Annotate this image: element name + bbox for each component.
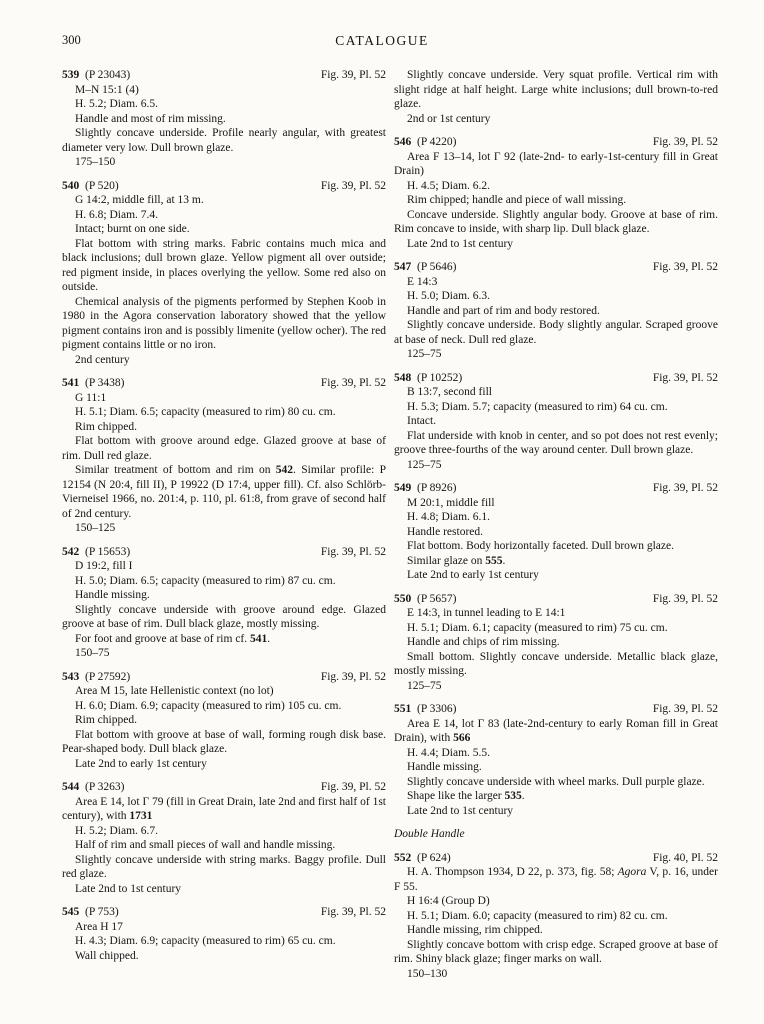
entry-paragraph: H. 5.0; Diam. 6.3. bbox=[407, 290, 491, 302]
entry-paragraph: Slightly concave underside. Body slightly angular. Scraped groove at base of neck. Dull red glaze. bbox=[394, 319, 718, 346]
entry-inventory: (P 23043) bbox=[79, 69, 131, 81]
entry-paragraph: M–N 15:1 (4) bbox=[75, 83, 139, 96]
text-segment: . bbox=[502, 554, 506, 567]
entry-inventory: (P 520) bbox=[79, 179, 119, 192]
entry-paragraph: Flat underside with knob in center, and so pot does not rest evenly; groove three-fourths of the way around center. Dull brown glaze. bbox=[394, 429, 718, 456]
section-heading bbox=[394, 827, 718, 842]
entry-header bbox=[394, 135, 718, 150]
entry-paragraph: Handle missing. bbox=[75, 589, 150, 601]
text-segment: Similar treatment of bottom and rim on bbox=[75, 464, 276, 476]
text-segment: Shape like the larger bbox=[407, 790, 505, 802]
entry-paragraph bbox=[62, 463, 386, 521]
entry-paragraph bbox=[394, 554, 718, 569]
entry-id bbox=[62, 670, 130, 685]
entry-paragraph: E 14:3 bbox=[407, 275, 438, 288]
entry-id bbox=[62, 376, 125, 391]
entry-paragraph: H. 4.5; Diam. 6.2. bbox=[407, 179, 491, 192]
entry-paragraph bbox=[394, 865, 718, 894]
text-segment: Similar glaze on bbox=[407, 554, 486, 567]
entry-number: 539 bbox=[62, 69, 80, 81]
entry-paragraph: Late 2nd to 1st century bbox=[407, 804, 514, 817]
entry-id bbox=[62, 545, 130, 560]
entry-header bbox=[394, 592, 718, 607]
entry-paragraph: H. 5.2; Diam. 6.7. bbox=[75, 824, 159, 837]
entry-number: 551 bbox=[394, 703, 412, 715]
page-number: 300 bbox=[62, 33, 81, 47]
entry-paragraph: H. 5.1; Diam. 6.0; capacity (measured to rim) 82 cu. cm. bbox=[407, 909, 668, 922]
catalog-entry-545 bbox=[62, 905, 386, 963]
entry-figure-reference: Fig. 39, Pl. 52 bbox=[320, 781, 386, 793]
entry-id bbox=[394, 260, 457, 275]
entry-paragraph: Intact. bbox=[407, 415, 437, 427]
entry-number: 540 bbox=[62, 179, 80, 192]
entry-paragraph: Flat bottom. Body horizontally faceted. Dull brown glaze. bbox=[407, 540, 674, 552]
catalog-entry-550 bbox=[394, 592, 718, 694]
entry-header bbox=[394, 481, 718, 496]
entry-figure-reference: Fig. 39, Pl. 52 bbox=[652, 482, 718, 494]
entry-paragraph: H. 6.0; Diam. 6.9; capacity (measured to rim) 105 cu. cm. bbox=[75, 699, 342, 712]
entry-paragraph: Slightly concave bottom with crisp edge. Scraped groove at base of rim. Shiny black glaze; finger marks on wall. bbox=[394, 938, 718, 965]
entry-paragraph: 125–75 bbox=[407, 679, 442, 692]
entry-number: 543 bbox=[62, 670, 80, 683]
entry-paragraph: Small bottom. Slightly concave underside. Metallic black glaze, mostly missing. bbox=[394, 650, 718, 677]
entry-paragraph: B 13:7, second fill bbox=[407, 386, 492, 398]
entry-paragraph: Slightly concave underside. Profile nearly angular, with greatest diameter very low. Dull brown glaze. bbox=[62, 127, 386, 154]
entry-figure-reference: Fig. 39, Pl. 52 bbox=[652, 703, 718, 715]
entry-figure-reference: Fig. 39, Pl. 52 bbox=[652, 592, 718, 605]
entry-paragraph: H 16:4 (Group D) bbox=[407, 895, 490, 907]
catalog-entry-544 bbox=[62, 780, 386, 896]
entry-id bbox=[62, 780, 125, 795]
entry-number: 542 bbox=[62, 545, 80, 558]
entry-paragraph: Slightly concave underside. Very squat profile. Vertical rim with slight ridge at half height. Large white inclusions; dull brown-to-red glaze. bbox=[394, 69, 718, 110]
entry-paragraph: H. 5.3; Diam. 5.7; capacity (measured to rim) 64 cu. cm. bbox=[407, 400, 668, 413]
entry-header bbox=[62, 376, 386, 391]
entry-number: 547 bbox=[394, 261, 412, 273]
entry-paragraph: Rim chipped. bbox=[75, 420, 137, 433]
entry-paragraph: H. 5.0; Diam. 6.5; capacity (measured to rim) 87 cu. cm. bbox=[75, 574, 336, 587]
entry-number: 550 bbox=[394, 592, 412, 605]
entry-paragraph: D 19:2, fill I bbox=[75, 560, 133, 572]
catalog-entry-547 bbox=[394, 260, 718, 362]
entry-paragraph: Slightly concave underside with wheel marks. Dull purple glaze. bbox=[407, 775, 705, 788]
entry-number: 545 bbox=[62, 906, 80, 918]
entry-figure-reference: Fig. 39, Pl. 52 bbox=[320, 545, 386, 558]
entry-inventory: (P 27592) bbox=[79, 670, 131, 683]
catalog-entry-540 bbox=[62, 179, 386, 368]
cross-reference: 566 bbox=[453, 732, 471, 744]
entry-header bbox=[62, 905, 386, 920]
entry-paragraph: Intact; burnt on one side. bbox=[75, 223, 190, 235]
cross-reference: 1731 bbox=[129, 810, 153, 822]
entry-header bbox=[62, 545, 386, 560]
cross-reference: 555 bbox=[485, 554, 503, 567]
entry-paragraph bbox=[394, 789, 718, 804]
entry-header bbox=[394, 851, 718, 866]
entry-id bbox=[394, 371, 462, 386]
entry-continuation bbox=[394, 68, 718, 126]
entry-paragraph bbox=[62, 795, 386, 824]
entry-header bbox=[394, 702, 718, 717]
catalog-entry-542 bbox=[62, 545, 386, 661]
entry-number: 546 bbox=[394, 136, 412, 148]
cross-reference: 535 bbox=[504, 790, 522, 802]
entry-number: 548 bbox=[394, 371, 412, 384]
text-segment: . bbox=[267, 632, 271, 645]
entry-paragraph: 125–75 bbox=[407, 348, 442, 360]
entry-paragraph: 2nd or 1st century bbox=[407, 112, 491, 125]
entry-paragraph: Area M 15, late Hellenistic context (no lot) bbox=[75, 685, 274, 697]
entry-paragraph bbox=[62, 632, 386, 647]
entry-paragraph: Rim chipped; handle and piece of wall missing. bbox=[407, 194, 627, 206]
entry-figure-reference: Fig. 39, Pl. 52 bbox=[320, 179, 386, 192]
entry-paragraph: 125–75 bbox=[407, 458, 442, 471]
entry-paragraph: Area H 17 bbox=[75, 920, 123, 933]
entry-paragraph: Half of rim and small pieces of wall and handle missing. bbox=[75, 839, 336, 851]
entry-paragraph: E 14:3, in tunnel leading to E 14:1 bbox=[407, 607, 566, 619]
entry-id bbox=[394, 851, 451, 866]
entry-paragraph: Handle and most of rim missing. bbox=[75, 112, 226, 125]
text-segment: For foot and groove at base of rim cf. bbox=[75, 632, 251, 645]
entry-header bbox=[62, 179, 386, 194]
entry-inventory: (P 8926) bbox=[411, 482, 457, 494]
entry-paragraph: 150–125 bbox=[75, 522, 116, 534]
catalog-entry-546 bbox=[394, 135, 718, 251]
entry-paragraph: G 14:2, middle fill, at 13 m. bbox=[75, 194, 204, 206]
entry-paragraph: 150–130 bbox=[407, 967, 448, 980]
text-segment: Area E 14, lot Γ 83 (late-2nd-century to early Roman fill in Great Drain), with bbox=[394, 717, 718, 744]
entry-paragraph: 175–150 bbox=[75, 156, 116, 168]
entry-inventory: (P 5657) bbox=[411, 592, 457, 605]
entry-paragraph: Flat bottom with groove around edge. Glazed groove at base of rim. Dull red glaze. bbox=[62, 435, 386, 462]
entry-paragraph: Flat bottom with groove at base of wall, forming rough disk base. Pear-shaped body. Dull black glaze. bbox=[62, 728, 386, 755]
entry-paragraph: H. 4.3; Diam. 6.9; capacity (measured to rim) 65 cu. cm. bbox=[75, 935, 336, 947]
entry-paragraph bbox=[394, 717, 718, 746]
entry-figure-reference: Fig. 40, Pl. 52 bbox=[652, 851, 718, 864]
entry-header bbox=[62, 670, 386, 685]
entry-paragraph: H. 5.1; Diam. 6.1; capacity (measured to rim) 75 cu. cm. bbox=[407, 621, 668, 634]
entry-paragraph: Wall chipped. bbox=[75, 949, 139, 962]
entry-id bbox=[394, 592, 457, 607]
entry-paragraph: H. 5.2; Diam. 6.5. bbox=[75, 98, 159, 110]
entry-paragraph: Slightly concave underside with string marks. Baggy profile. Dull red glaze. bbox=[62, 853, 386, 880]
catalog-entry-543 bbox=[62, 670, 386, 772]
entry-header bbox=[62, 68, 386, 83]
entry-number: 541 bbox=[62, 377, 80, 389]
entry-paragraph: Late 2nd to 1st century bbox=[75, 882, 182, 895]
left-column bbox=[62, 68, 386, 981]
entry-inventory: (P 3263) bbox=[79, 781, 125, 793]
catalog-entry-549 bbox=[394, 481, 718, 583]
entry-header bbox=[394, 371, 718, 386]
entry-paragraph: Handle and chips of rim missing. bbox=[407, 636, 560, 648]
entry-figure-reference: Fig. 39, Pl. 52 bbox=[320, 670, 386, 683]
page-header bbox=[0, 33, 764, 51]
entry-paragraph: Flat bottom with string marks. Fabric contains much mica and black inclusions; dull brown glaze. Yellow pigment all over outside; red pigment inside, in places overlying the yellow. Some red also on outside. bbox=[62, 237, 386, 293]
entry-paragraph: Handle missing. bbox=[407, 761, 482, 773]
entry-figure-reference: Fig. 39, Pl. 52 bbox=[652, 136, 718, 148]
entry-paragraph: 150–75 bbox=[75, 647, 110, 659]
entry-id bbox=[394, 481, 457, 496]
entry-id bbox=[394, 135, 457, 150]
entry-figure-reference: Fig. 39, Pl. 52 bbox=[320, 69, 386, 81]
entry-figure-reference: Fig. 39, Pl. 52 bbox=[320, 377, 386, 389]
entry-paragraph: H. 5.1; Diam. 6.5; capacity (measured to rim) 80 cu. cm. bbox=[75, 406, 336, 418]
entry-paragraph: H. 6.8; Diam. 7.4. bbox=[75, 208, 159, 221]
entry-number: 552 bbox=[394, 851, 412, 864]
entry-paragraph: 2nd century bbox=[75, 353, 130, 366]
entry-paragraph: Area F 13–14, lot Γ 92 (late-2nd- to early-1st-century fill in Great Drain) bbox=[394, 150, 718, 177]
catalog-entry-552 bbox=[394, 851, 718, 982]
entry-header bbox=[62, 780, 386, 795]
entry-id bbox=[394, 702, 457, 717]
catalog-entry-551 bbox=[394, 702, 718, 818]
entry-paragraph: G 11:1 bbox=[75, 391, 107, 404]
entry-number: 549 bbox=[394, 482, 412, 494]
entry-paragraph: Concave underside. Slightly angular body. Groove at base of rim. Rim concave to inside, with sharp lip. Dull black glaze. bbox=[394, 208, 718, 235]
cross-reference: 541 bbox=[250, 632, 268, 645]
cross-reference: 542 bbox=[275, 464, 294, 476]
entry-figure-reference: Fig. 39, Pl. 52 bbox=[652, 371, 718, 384]
entry-inventory: (P 753) bbox=[79, 906, 119, 918]
entry-id bbox=[62, 68, 130, 83]
entry-paragraph: M 20:1, middle fill bbox=[407, 496, 495, 509]
section-heading-label: Double Handle bbox=[394, 828, 465, 840]
entry-paragraph: Handle and part of rim and body restored. bbox=[407, 304, 600, 317]
text-segment: H. A. Thompson 1934, D 22, p. 373, fig. 58; bbox=[407, 866, 618, 878]
entry-inventory: (P 10252) bbox=[411, 371, 463, 384]
entry-figure-reference: Fig. 39, Pl. 52 bbox=[320, 906, 386, 918]
entry-paragraph: Chemical analysis of the pigments performed by Stephen Koob in 1980 in the Agora conservation laboratory showed that the yellow pigment contains iron and is possibly limenite (yellow ocher). The red pigment contains little or no iron. bbox=[62, 295, 386, 351]
text-segment: V, p. 16, under F 55. bbox=[394, 866, 718, 893]
entry-inventory: (P 3306) bbox=[411, 703, 457, 715]
entry-paragraph: Handle missing, rim chipped. bbox=[407, 924, 543, 936]
catalog-entry-539 bbox=[62, 68, 386, 170]
entry-paragraph: Slightly concave underside with groove around edge. Glazed groove at base of rim. Dull black glaze, mostly missing. bbox=[62, 603, 386, 630]
catalog-entry-541 bbox=[62, 376, 386, 536]
entry-number: 544 bbox=[62, 781, 80, 793]
entry-id bbox=[62, 905, 119, 920]
text-segment: . Similar profile: P 12154 (N 20:4, fill II), P 19922 (D 17:4, upper fill). Cf. also Schlörb-Vierneisel 1966, no. 201:4, p. 110, pl. 61:8, from grave of second half of 2nd century. bbox=[62, 464, 386, 520]
entry-inventory: (P 624) bbox=[411, 851, 451, 864]
entry-inventory: (P 3438) bbox=[79, 377, 125, 389]
entry-paragraph: Late 2nd to early 1st century bbox=[75, 757, 207, 770]
entry-paragraph: H. 4.4; Diam. 5.5. bbox=[407, 746, 491, 759]
page-title: CATALOGUE bbox=[335, 33, 429, 48]
entry-paragraph: H. 4.8; Diam. 6.1. bbox=[407, 511, 491, 523]
entry-header bbox=[394, 260, 718, 275]
entry-inventory: (P 15653) bbox=[79, 545, 131, 558]
catalog-entry-548 bbox=[394, 371, 718, 473]
text-segment: Area E 14, lot Γ 79 (fill in Great Drain, late 2nd and first half of 1st century), with bbox=[62, 795, 386, 822]
entry-paragraph: Late 2nd to 1st century bbox=[407, 237, 514, 250]
text-segment: . bbox=[521, 790, 525, 802]
right-column bbox=[394, 68, 718, 981]
italic-citation: Agora bbox=[617, 866, 647, 878]
entry-figure-reference: Fig. 39, Pl. 52 bbox=[652, 261, 718, 273]
entry-inventory: (P 4220) bbox=[411, 136, 457, 148]
entry-paragraph: Rim chipped. bbox=[75, 714, 137, 726]
entry-paragraph: Handle restored. bbox=[407, 525, 483, 538]
entry-id bbox=[62, 179, 119, 194]
entry-paragraph: Late 2nd to early 1st century bbox=[407, 569, 539, 581]
text-columns bbox=[62, 68, 718, 981]
entry-inventory: (P 5646) bbox=[411, 261, 457, 273]
